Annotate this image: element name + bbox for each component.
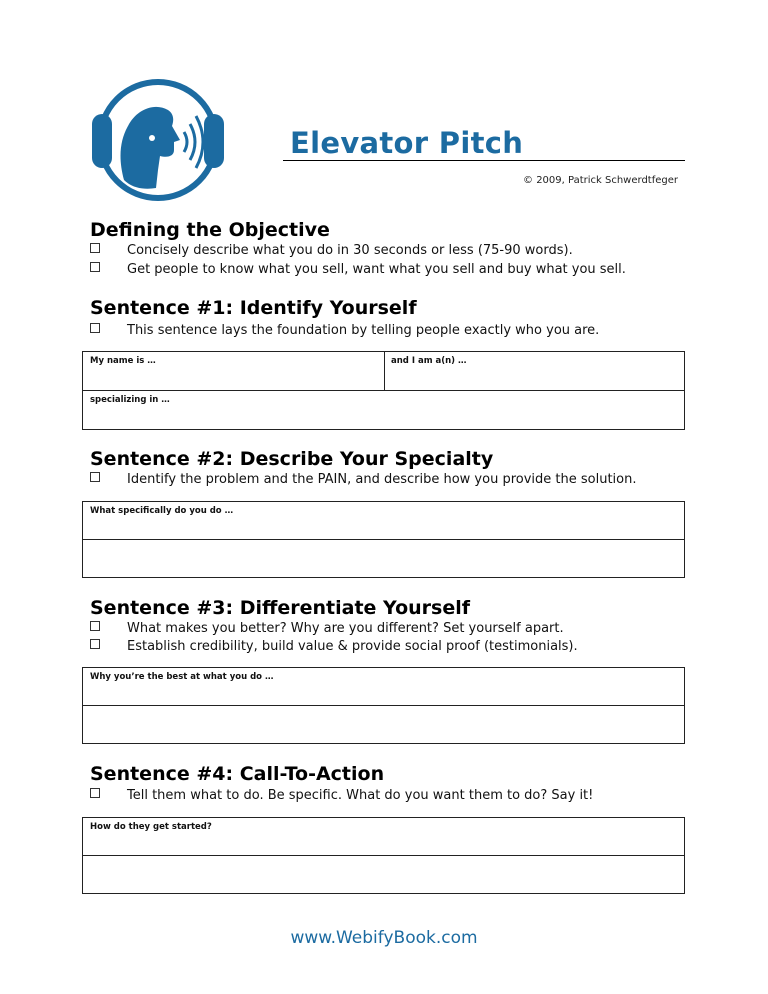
objective-bullet: Concisely describe what you do in 30 seconds or less (75-90 words). [90, 243, 573, 259]
footer-url-link[interactable]: www.WebifyBook.com [290, 928, 478, 948]
sentence-1-heading: Sentence #1: Identify Yourself [90, 297, 417, 319]
sentence-4-heading: Sentence #4: Call-To-Action [90, 763, 385, 785]
checkbox-icon[interactable] [90, 472, 100, 482]
role-field-label[interactable]: and I am a(n) … [391, 356, 467, 366]
form-row [83, 502, 684, 540]
checkbox-icon[interactable] [90, 639, 100, 649]
objective-heading: Defining the Objective [90, 219, 330, 241]
checkbox-icon[interactable] [90, 243, 100, 253]
identify-yourself-form [82, 351, 685, 430]
answer-field[interactable] [83, 856, 684, 893]
checkbox-icon[interactable] [90, 621, 100, 631]
checkbox-icon[interactable] [90, 262, 100, 272]
sentence-3-bullet: What makes you better? Why are you different? Set yourself apart. [90, 621, 564, 637]
speaking-head-logo-icon [88, 70, 228, 210]
form-row [83, 352, 684, 391]
form-row [83, 391, 684, 429]
checkbox-icon[interactable] [90, 323, 100, 333]
sentence-4-bullet: Tell them what to do. Be specific. What do you want them to do? Say it! [90, 788, 593, 804]
form-row [83, 668, 684, 706]
describe-specialty-form [82, 501, 685, 578]
copyright-text: © 2009, Patrick Schwerdtfeger [523, 175, 678, 186]
call-to-action-form [82, 817, 685, 894]
get-started-field-label[interactable]: How do they get started? [90, 822, 212, 832]
sentence-1-bullet: This sentence lays the foundation by telling people exactly who you are. [90, 323, 599, 339]
sentence-2-bullet: Identify the problem and the PAIN, and describe how you provide the solution. [90, 472, 636, 488]
name-field-label[interactable]: My name is … [90, 356, 156, 366]
field-divider [384, 352, 385, 390]
title-divider [283, 160, 685, 161]
differentiate-yourself-form [82, 667, 685, 744]
checkbox-icon[interactable] [90, 788, 100, 798]
sentence-3-heading: Sentence #3: Differentiate Yourself [90, 597, 470, 619]
sentence-2-heading: Sentence #2: Describe Your Specialty [90, 448, 494, 470]
answer-field[interactable] [83, 706, 684, 743]
why-best-field-label[interactable]: Why you’re the best at what you do … [90, 672, 274, 682]
form-row [83, 818, 684, 856]
objective-bullet: Get people to know what you sell, want what you sell and buy what you sell. [90, 262, 626, 278]
sentence-3-bullet: Establish credibility, build value & provide social proof (testimonials). [90, 639, 578, 655]
page-title: Elevator Pitch [290, 126, 524, 160]
what-you-do-field-label[interactable]: What specifically do you do … [90, 506, 234, 516]
specializing-field-label[interactable]: specializing in … [90, 395, 170, 405]
answer-field[interactable] [83, 540, 684, 577]
